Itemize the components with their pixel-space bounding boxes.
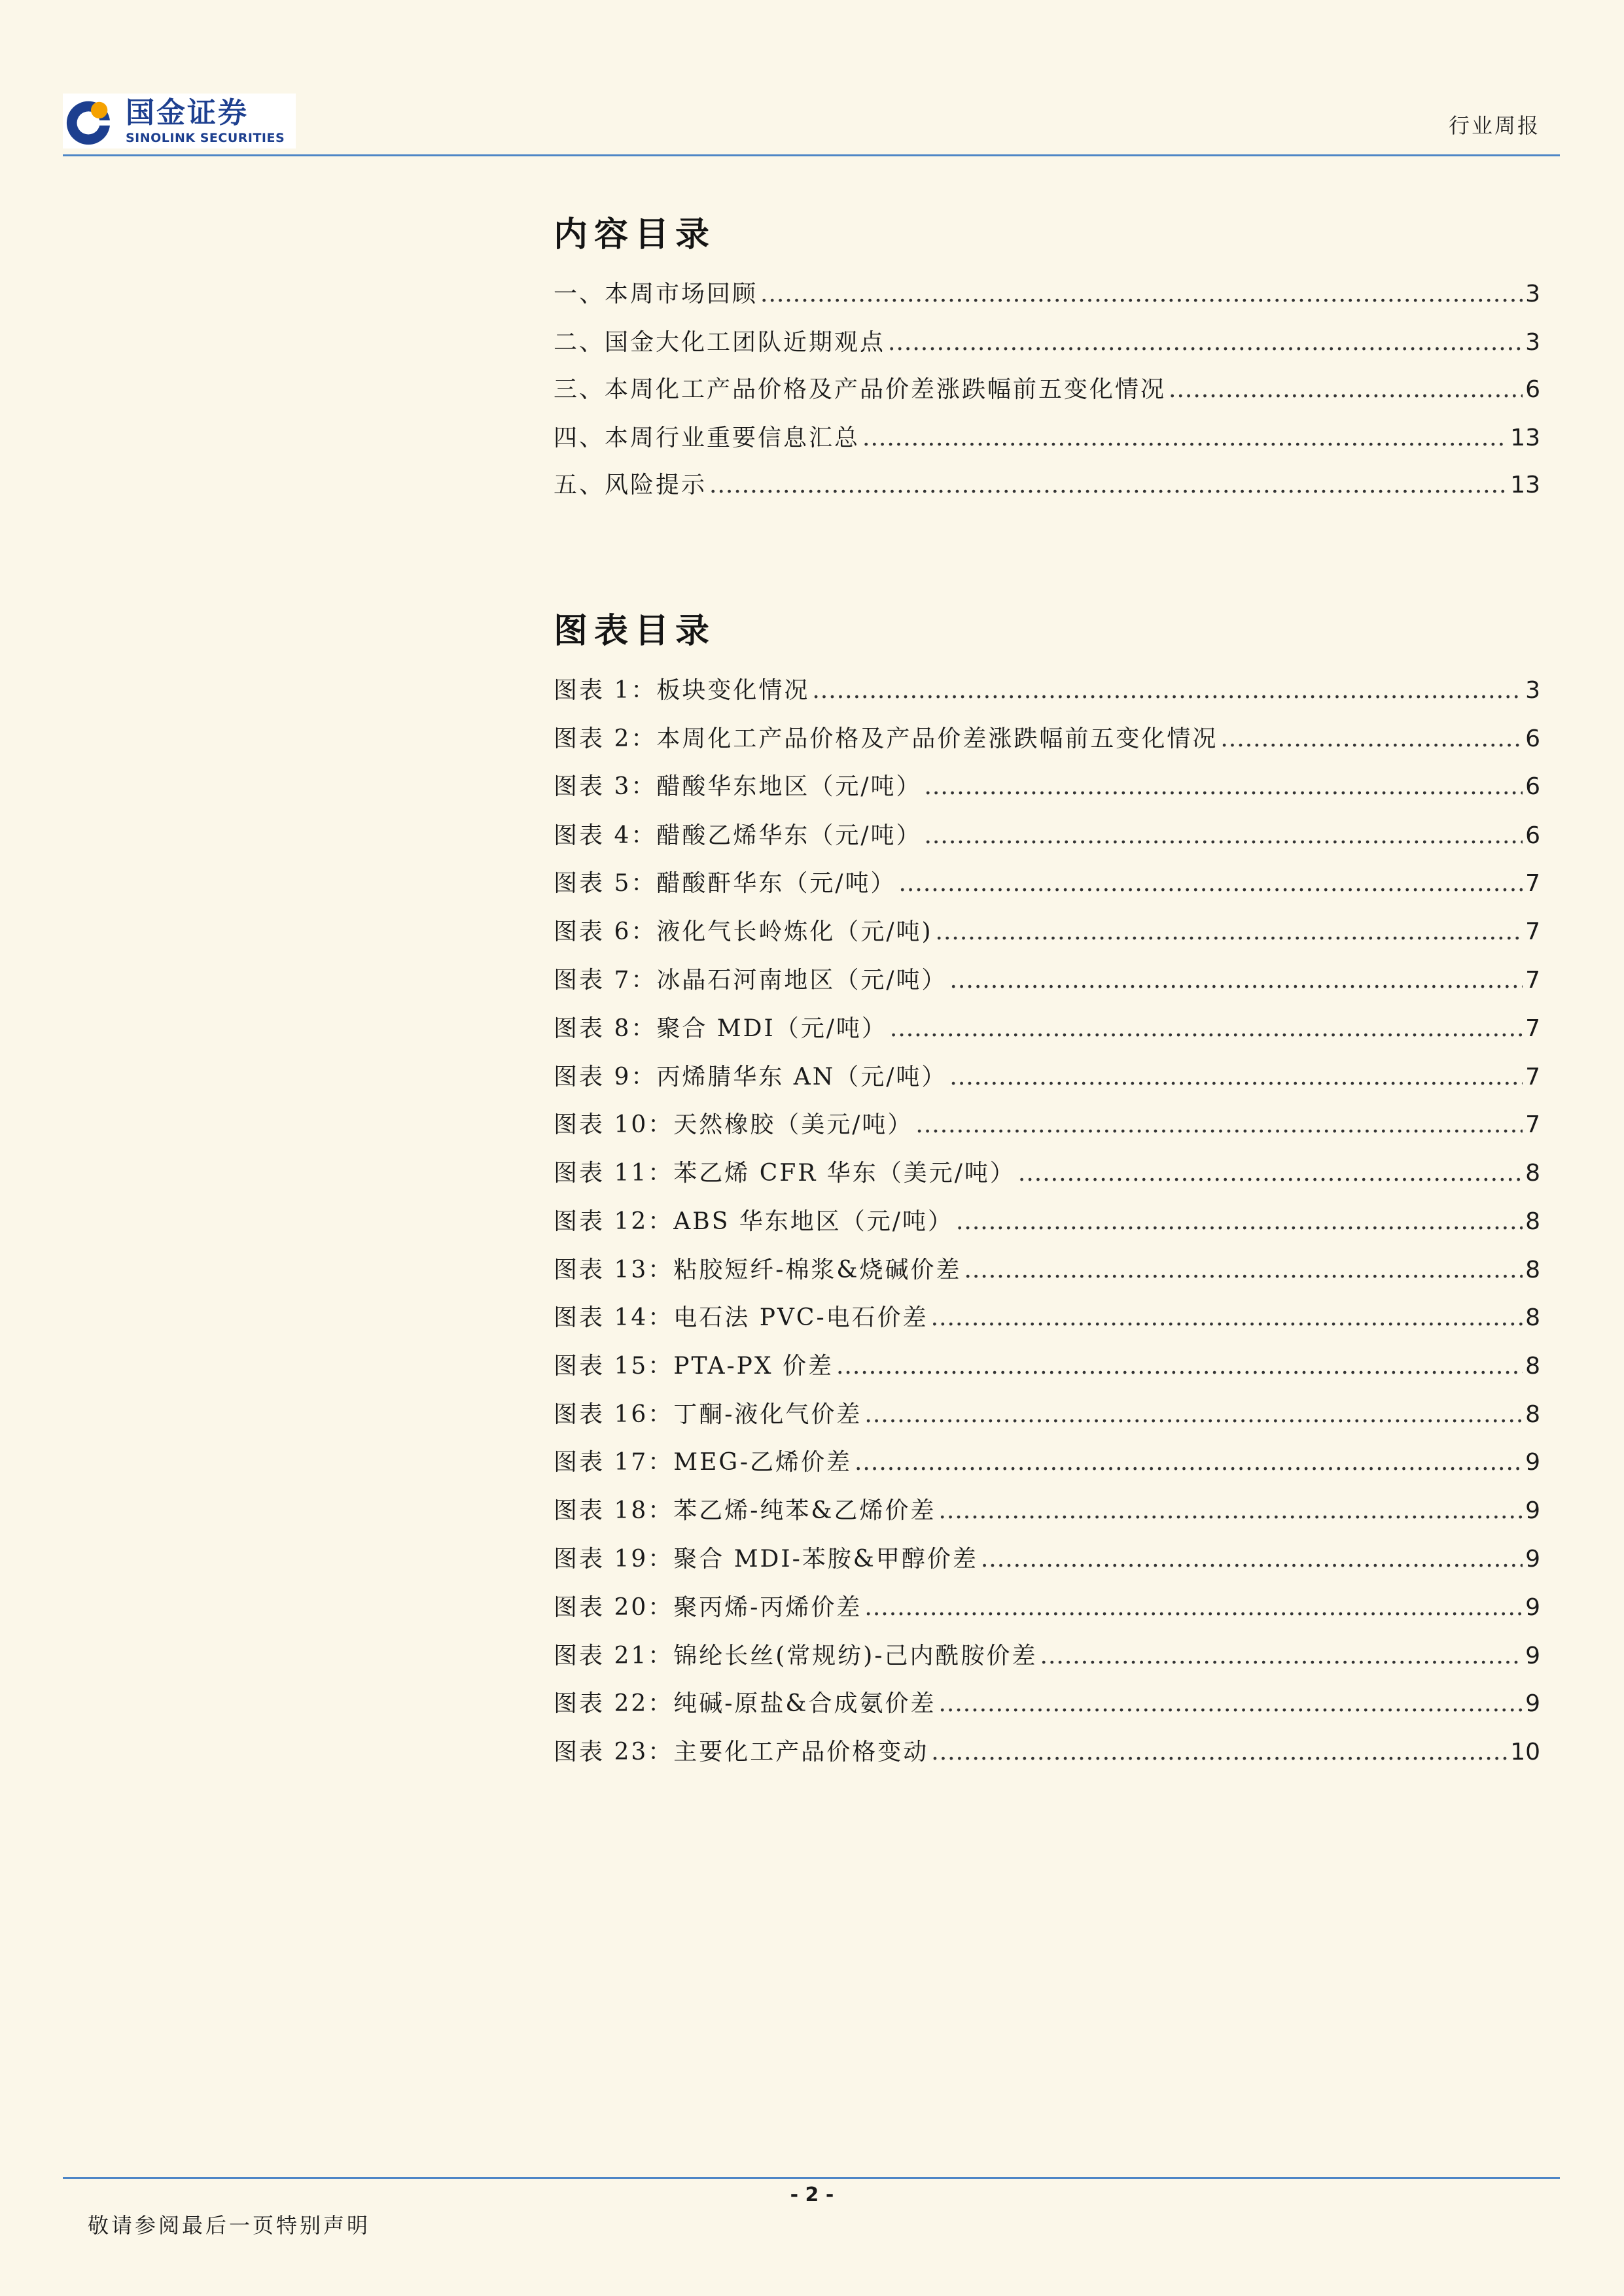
dot-leader [855,1448,1523,1477]
figure-entry-page: 7 [1525,918,1540,945]
figure-entry-label: 图表 16：丁酮-液化气价差 [554,1401,862,1428]
dot-leader [924,773,1523,801]
dot-leader [956,1208,1523,1236]
figure-entry-label: 图表 9：丙烯腈华东 AN（元/吨） [554,1064,947,1090]
dot-leader [709,471,1508,500]
dot-leader [864,1593,1523,1622]
figure-entry[interactable] [554,773,1540,801]
figure-entry[interactable] [554,1159,1540,1188]
figure-entry-label: 图表 13：粘胶短纤-棉浆&烧碱价差 [554,1257,962,1283]
logo-mark-icon [64,96,115,147]
figure-entry-label: 图表 12：ABS 华东地区（元/吨） [554,1208,953,1235]
figure-entry-label: 图表 20：聚丙烯-丙烯价差 [554,1594,862,1621]
dot-leader [949,966,1523,995]
dot-leader [898,869,1523,898]
figure-entry-label: 图表 23：主要化工产品价格变动 [554,1739,929,1765]
toc-entry[interactable] [554,424,1540,453]
contents-title: 内容目录 [554,215,716,254]
dot-leader [964,1256,1523,1285]
figure-entry-page: 8 [1525,1401,1540,1428]
dot-leader [1040,1642,1523,1671]
page-number: - 2 - [790,2183,834,2206]
figure-entry[interactable] [554,1208,1540,1236]
figure-entry-label: 图表 3：醋酸华东地区（元/吨） [554,773,922,800]
figure-entry-page: 8 [1525,1208,1540,1235]
footer-divider [63,2177,1560,2179]
figure-entry-label: 图表 2：本周化工产品价格及产品价差涨跌幅前五变化情况 [554,725,1218,752]
figure-entry-page: 7 [1525,1015,1540,1042]
dot-leader [760,280,1523,309]
figure-entry-page: 6 [1525,725,1540,752]
dot-leader [915,1111,1523,1139]
toc-entry-label: 一、本周市场回顾 [554,281,758,307]
figure-entry-label: 图表 1：板块变化情况 [554,677,810,704]
figure-entry-label: 图表 18：苯乙烯-纯苯&乙烯价差 [554,1497,936,1524]
figure-entry-page: 9 [1525,1546,1540,1573]
figure-entry-page: 9 [1525,1497,1540,1524]
figure-entry-label: 图表 4：醋酸乙烯华东（元/吨） [554,822,922,849]
dot-leader [836,1352,1523,1381]
figure-entry-label: 图表 6：液化气长岭炼化（元/吨) [554,918,933,945]
figure-entry-label: 图表 10：天然橡胶（美元/吨） [554,1111,913,1138]
figure-entry-label: 图表 15：PTA-PX 价差 [554,1353,834,1380]
dot-leader [931,1304,1523,1332]
figure-entry[interactable] [554,1738,1540,1767]
figure-entry-page: 10 [1510,1739,1540,1765]
figure-entry-page: 3 [1525,677,1540,704]
figure-entry[interactable] [554,1063,1540,1092]
figure-entry-label: 图表 19：聚合 MDI-苯胺&甲醇价差 [554,1546,978,1573]
dot-leader [812,676,1523,705]
figure-entry[interactable] [554,1593,1540,1622]
toc-entry-page: 13 [1510,472,1540,498]
toc-entry-page: 3 [1525,329,1540,356]
figure-entry[interactable] [554,966,1540,995]
dot-leader [949,1063,1523,1092]
figure-entry[interactable] [554,1015,1540,1043]
figure-entry-page: 7 [1525,1111,1540,1138]
toc-entry-page: 6 [1525,376,1540,403]
toc-entry[interactable] [554,280,1540,309]
figure-entry[interactable] [554,1256,1540,1285]
figure-entry-label: 图表 8：聚合 MDI（元/吨） [554,1015,887,1042]
toc-entry[interactable] [554,471,1540,500]
figure-entry-page: 7 [1525,967,1540,994]
figure-entry-page: 7 [1525,1064,1540,1090]
figure-entry-label: 图表 7：冰晶石河南地区（元/吨） [554,967,947,994]
dot-leader [862,424,1508,453]
figure-entry-page: 9 [1525,1690,1540,1717]
dot-leader [931,1738,1508,1767]
dot-leader [1169,375,1523,404]
document-type: 行业周报 [1448,113,1540,138]
figure-entry[interactable] [554,1352,1540,1381]
brand-name-cn: 国金证券 [126,96,249,130]
dot-leader [888,328,1523,357]
figure-entry-label: 图表 17：MEG-乙烯价差 [554,1449,852,1476]
figure-entry-page: 7 [1525,870,1540,897]
figure-entry-label: 图表 21：锦纶长丝(常规纺)-己内酰胺价差 [554,1643,1038,1669]
company-logo [63,94,296,148]
header-divider [63,154,1560,156]
figure-entry[interactable] [554,1545,1540,1574]
figure-entry[interactable] [554,822,1540,850]
dot-leader [1018,1159,1523,1188]
dot-leader [981,1545,1523,1574]
dot-leader [890,1015,1523,1043]
toc-entry[interactable] [554,375,1540,404]
figure-entry-label: 图表 22：纯碱-原盐&合成氨价差 [554,1690,936,1717]
dot-leader [924,822,1523,850]
dot-leader [936,918,1523,947]
dot-leader [938,1497,1523,1525]
figure-entry-label: 图表 14：电石法 PVC-电石价差 [554,1304,928,1331]
figure-entry[interactable] [554,1642,1540,1671]
toc-entry-label: 三、本周化工产品价格及产品价差涨跌幅前五变化情况 [554,376,1167,403]
toc-entry-label: 二、国金大化工团队近期观点 [554,329,886,356]
figure-entry-page: 6 [1525,822,1540,849]
figure-entry[interactable] [554,1400,1540,1429]
figure-entry-label: 图表 11：苯乙烯 CFR 华东（美元/吨） [554,1160,1015,1187]
toc-entry-label: 五、风险提示 [554,472,707,498]
toc-entry[interactable] [554,328,1540,357]
toc-entry-page: 3 [1525,281,1540,307]
figure-entry-page: 9 [1525,1594,1540,1621]
figure-entry-label: 图表 5：醋酸酐华东（元/吨） [554,870,896,897]
dot-leader [864,1400,1523,1429]
figure-entry[interactable] [554,1304,1540,1332]
figure-entry[interactable] [554,1111,1540,1139]
figure-entry[interactable] [554,725,1540,754]
figure-entry-page: 8 [1525,1353,1540,1380]
figure-entry-page: 9 [1525,1643,1540,1669]
figure-entry-page: 8 [1525,1160,1540,1187]
figure-entry-page: 8 [1525,1257,1540,1283]
brand-name-en: SINOLINK SECURITIES [126,131,285,145]
figure-entry-page: 6 [1525,773,1540,800]
figure-entry-page: 9 [1525,1449,1540,1476]
figure-entry-page: 8 [1525,1304,1540,1331]
figure-entry[interactable] [554,1497,1540,1525]
disclaimer-note: 敬请参阅最后一页特别声明 [88,2213,371,2238]
dot-leader [1220,725,1523,754]
figure-entry[interactable] [554,869,1540,898]
toc-entry-page: 13 [1510,425,1540,451]
figure-entry[interactable] [554,1690,1540,1718]
figures-title: 图表目录 [554,612,716,651]
toc-entry-label: 四、本周行业重要信息汇总 [554,425,860,451]
figure-entry[interactable] [554,918,1540,947]
figure-entry[interactable] [554,676,1540,705]
dot-leader [938,1690,1523,1718]
figure-entry[interactable] [554,1448,1540,1477]
